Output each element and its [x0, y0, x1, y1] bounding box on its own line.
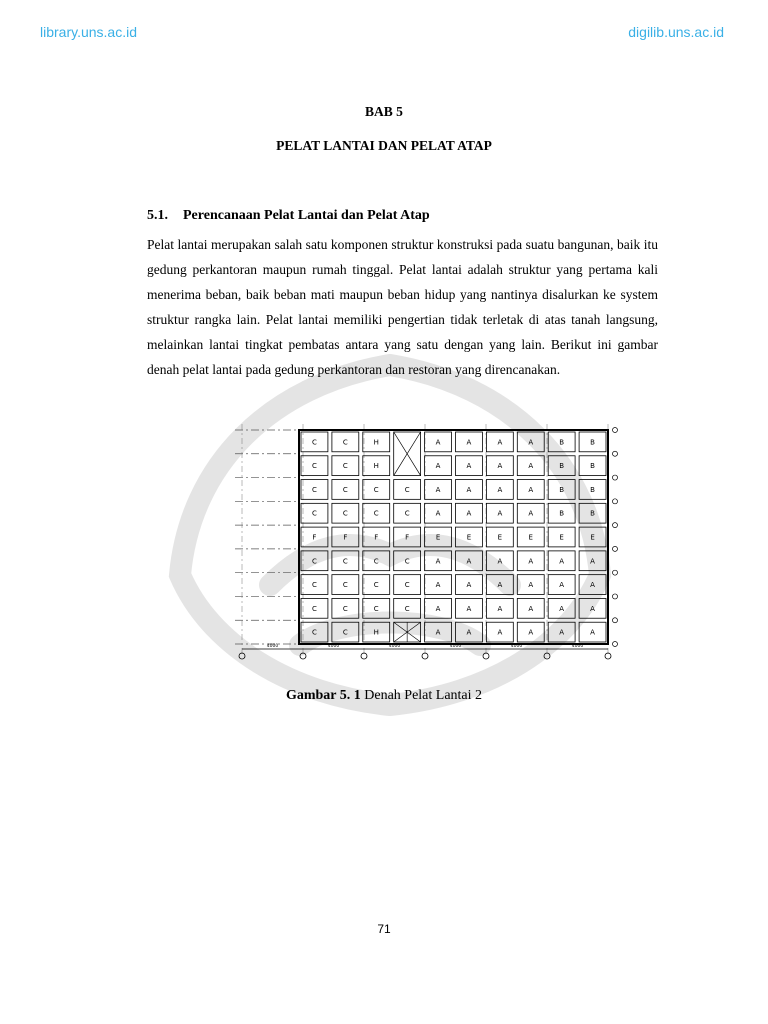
plate-type-label: A — [435, 628, 441, 637]
plate-type-label: F — [343, 533, 348, 542]
plate-type-label: A — [528, 604, 534, 613]
plate-type-label: C — [342, 509, 348, 518]
floor-plan-figure — [205, 418, 625, 664]
plate-type-label: C — [373, 604, 379, 613]
section-heading — [147, 208, 430, 224]
header-left-site[interactable]: library.uns.ac.id — [40, 24, 138, 40]
dimension-label: 4000 — [571, 644, 584, 649]
plate-type-label: A — [590, 628, 595, 637]
plate-type-label: A — [528, 509, 534, 518]
dimension-label: 4000 — [449, 644, 462, 649]
page-number: 71 — [377, 922, 391, 936]
plate-type-label: A — [559, 604, 565, 613]
section-title: Perencanaan Pelat Lantai dan Pelat Atap — [183, 208, 430, 223]
plate-type-label: A — [435, 462, 441, 471]
body-paragraph: Pelat lantai merupakan salah satu komponen struktur konstruksi pada suatu bangunan, baik itu gedung perkantoran maupun rumah tinggal. Pelat lantai adalah struktur yang pertama kali menerima beban, baik beban mati maupun beban hidup yang nantinya disalurkan ke system struktur rangka lain. Pelat lantai memiliki pengertian tidak terletak di atas tanah langsung, melainkan lantai tingkat pembatas antara yang satu dengan yang lain. Berikut ini gambar denah pelat lantai pada gedung perkantoran dan restoran yang direncanakan. — [147, 237, 658, 377]
plate-type-label: C — [312, 509, 317, 518]
plate-type-label: B — [559, 438, 565, 447]
plate-type-label: C — [404, 557, 410, 566]
plate-type-label: A — [466, 604, 472, 613]
plate-type-label: A — [435, 509, 441, 518]
plate-type-label: A — [435, 604, 441, 613]
figure-caption — [0, 688, 768, 704]
plate-type-label: A — [590, 557, 595, 566]
plate-type-label: C — [404, 509, 410, 518]
plate-type-label: A — [466, 628, 472, 637]
plate-type-label: C — [312, 462, 317, 471]
dimension-label: 4000 — [510, 644, 523, 649]
plate-type-label: A — [497, 628, 503, 637]
plate-type-label: C — [342, 438, 348, 447]
plate-type-label: B — [559, 509, 565, 518]
plate-type-label: A — [497, 509, 503, 518]
plate-type-label: C — [342, 462, 348, 471]
plate-type-label: C — [312, 628, 317, 637]
plate-type-label: H — [373, 628, 379, 637]
plate-type-label: E — [559, 533, 564, 542]
plate-type-label: A — [435, 581, 441, 590]
plate-type-label: F — [374, 533, 379, 542]
plate-type-label: C — [312, 557, 317, 566]
plate-type-label: A — [528, 628, 534, 637]
plate-type-label: F — [405, 533, 410, 542]
plate-type-label: B — [590, 485, 595, 494]
plate-type-label: C — [342, 628, 348, 637]
plate-type-label: A — [497, 604, 503, 613]
plate-type-label: A — [435, 438, 441, 447]
chapter-number: BAB 5 — [365, 104, 403, 119]
plate-type-label: E — [497, 533, 503, 542]
plate-type-label: A — [559, 628, 565, 637]
dimension-label: 4000 — [388, 644, 401, 649]
grid-axis-bubble — [613, 523, 618, 528]
plate-type-label: A — [435, 485, 441, 494]
plate-type-label: A — [590, 604, 595, 613]
plate-type-label: B — [559, 485, 565, 494]
plate-type-label: C — [404, 604, 410, 613]
caption-text: Denah Pelat Lantai 2 — [360, 688, 483, 703]
plate-type-label: A — [528, 485, 534, 494]
plate-type-label: A — [528, 557, 534, 566]
plate-type-label: A — [466, 557, 472, 566]
plate-type-label: B — [590, 509, 595, 518]
plate-type-label: A — [497, 581, 503, 590]
caption-label: Gambar 5. 1 — [285, 688, 361, 703]
plate-type-label: B — [590, 438, 595, 447]
chapter-title: PELAT LANTAI DAN PELAT ATAP — [276, 138, 492, 153]
grid-axis-bubble — [613, 642, 618, 647]
header-right-site[interactable]: digilib.uns.ac.id — [628, 24, 724, 40]
plate-type-label: C — [342, 557, 348, 566]
plate-type-label: A — [528, 438, 534, 447]
plate-type-label: C — [373, 581, 379, 590]
plate-type-label: E — [466, 533, 472, 542]
plate-type-label: A — [590, 581, 595, 590]
plate-type-label: A — [497, 462, 503, 471]
grid-axis-bubble — [613, 618, 618, 623]
dimension-label: 4000 — [327, 644, 340, 649]
grid-axis-bubble — [613, 475, 618, 480]
plate-type-label: B — [590, 462, 595, 471]
plate-type-label: C — [373, 509, 379, 518]
plate-type-label: C — [342, 604, 348, 613]
plate-type-label: A — [466, 509, 472, 518]
plate-type-label: C — [312, 485, 317, 494]
plate-type-label: H — [373, 438, 379, 447]
plate-type-label: E — [590, 533, 595, 542]
plate-type-label: A — [497, 438, 503, 447]
plate-type-label: A — [466, 462, 472, 471]
grid-axis-bubble — [613, 570, 618, 575]
plate-type-label: B — [559, 462, 565, 471]
grid-axis-bubble — [613, 499, 618, 504]
plate-type-label: E — [435, 533, 441, 542]
plate-type-label: C — [312, 581, 317, 590]
plate-type-label: C — [373, 557, 379, 566]
plate-type-label: H — [373, 462, 379, 471]
plate-type-label: F — [312, 533, 317, 542]
plate-type-label: C — [373, 485, 379, 494]
plate-type-label: A — [466, 581, 472, 590]
plate-type-label: A — [497, 557, 503, 566]
dimension-label: 4000 — [266, 644, 279, 649]
plate-type-label: A — [497, 485, 503, 494]
grid-axis-bubble — [613, 428, 618, 433]
plate-type-label: A — [466, 438, 472, 447]
plate-type-label: C — [312, 438, 317, 447]
section-number: 5.1. — [147, 208, 168, 223]
plate-type-label: E — [528, 533, 533, 542]
plate-type-label: A — [466, 485, 472, 494]
plate-type-label: C — [312, 604, 317, 613]
plate-type-label: A — [528, 581, 534, 590]
plate-type-label: C — [342, 485, 348, 494]
plate-type-label: C — [342, 581, 348, 590]
plate-type-label: A — [435, 557, 441, 566]
plate-type-label: A — [528, 462, 534, 471]
grid-axis-bubble — [613, 546, 618, 551]
grid-axis-bubble — [613, 451, 618, 456]
plate-type-label: A — [559, 557, 565, 566]
plate-type-label: C — [404, 485, 410, 494]
grid-axis-bubble — [613, 594, 618, 599]
plate-type-label: A — [559, 581, 565, 590]
plate-type-label: C — [404, 581, 410, 590]
